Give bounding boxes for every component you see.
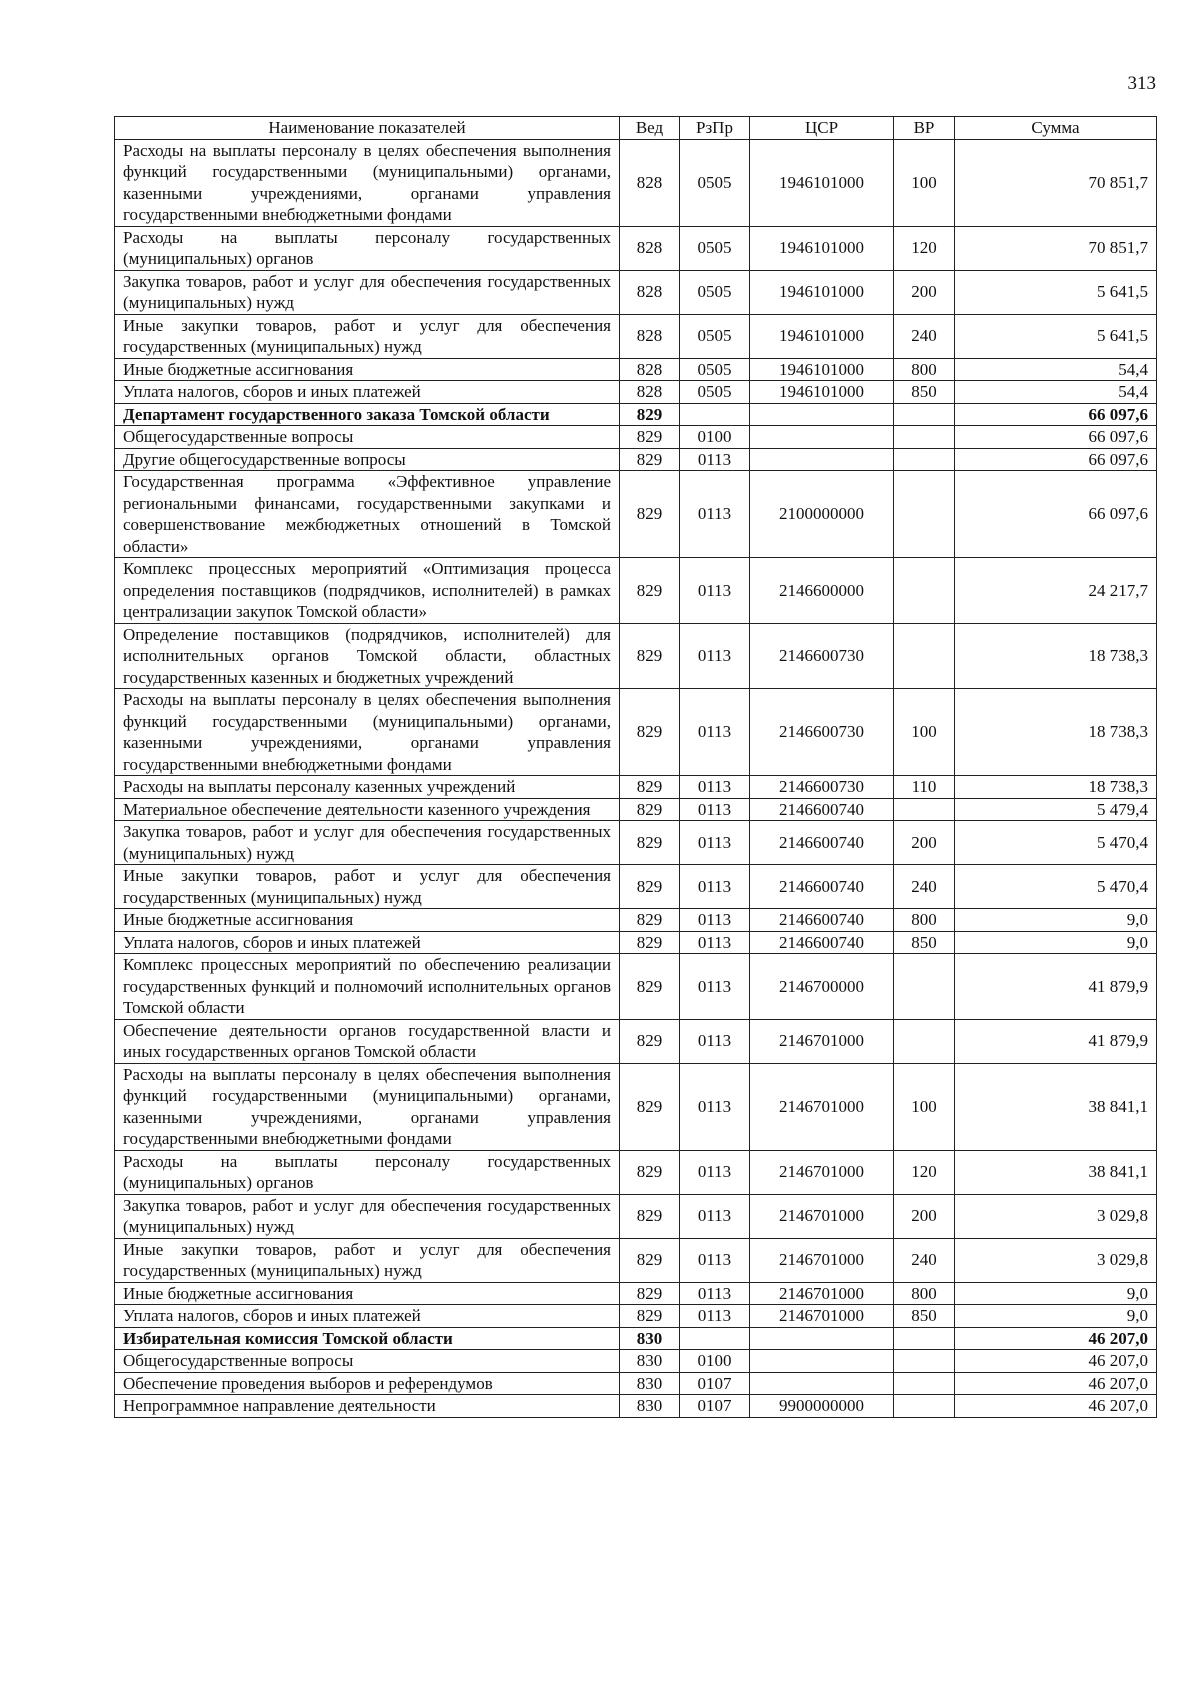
cell-sum: 5 641,5 xyxy=(955,314,1157,358)
cell-sum: 18 738,3 xyxy=(955,689,1157,776)
header-sum: Сумма xyxy=(955,117,1157,140)
cell-name: Иные бюджетные ассигнования xyxy=(115,909,620,932)
cell-ved: 829 xyxy=(620,1063,680,1150)
cell-csr: 2100000000 xyxy=(750,471,894,558)
table-row xyxy=(115,403,1157,426)
cell-rzpr: 0113 xyxy=(680,1238,750,1282)
cell-rzpr: 0113 xyxy=(680,1305,750,1328)
cell-ved: 829 xyxy=(620,954,680,1020)
cell-sum: 5 470,4 xyxy=(955,821,1157,865)
cell-vr xyxy=(894,1395,955,1418)
cell-vr: 850 xyxy=(894,381,955,404)
table-row xyxy=(115,471,1157,558)
cell-name: Уплата налогов, сборов и иных платежей xyxy=(115,381,620,404)
cell-rzpr: 0113 xyxy=(680,1019,750,1063)
table-row xyxy=(115,139,1157,226)
cell-vr: 110 xyxy=(894,776,955,799)
table-row xyxy=(115,909,1157,932)
cell-vr xyxy=(894,403,955,426)
cell-ved: 829 xyxy=(620,471,680,558)
cell-ved: 828 xyxy=(620,226,680,270)
table-row xyxy=(115,1282,1157,1305)
table-row xyxy=(115,954,1157,1020)
header-ved: Вед xyxy=(620,117,680,140)
table-row xyxy=(115,448,1157,471)
cell-ved: 830 xyxy=(620,1327,680,1350)
cell-name: Иные закупки товаров, работ и услуг для обеспечения государственных (муниципальных) нужд xyxy=(115,314,620,358)
cell-rzpr: 0505 xyxy=(680,314,750,358)
cell-name: Расходы на выплаты персоналу государственных (муниципальных) органов xyxy=(115,1150,620,1194)
table-row xyxy=(115,798,1157,821)
table-row xyxy=(115,689,1157,776)
cell-csr: 2146600740 xyxy=(750,798,894,821)
cell-name: Закупка товаров, работ и услуг для обеспечения государственных (муниципальных) нужд xyxy=(115,1194,620,1238)
cell-rzpr: 0505 xyxy=(680,226,750,270)
table-header-row xyxy=(115,117,1157,140)
cell-csr: 2146701000 xyxy=(750,1282,894,1305)
cell-name: Определение поставщиков (подрядчиков, исполнителей) для исполнительных органов Томской области, областных государственных казенных и бюджетных учреждений xyxy=(115,623,620,689)
cell-rzpr: 0505 xyxy=(680,139,750,226)
cell-vr xyxy=(894,471,955,558)
cell-ved: 829 xyxy=(620,689,680,776)
cell-name: Расходы на выплаты персоналу в целях обеспечения выполнения функций государственными (муниципальными) органами, казенными учреждениями, органами управления государственными внебюджетными фондами xyxy=(115,1063,620,1150)
cell-rzpr: 0100 xyxy=(680,1350,750,1373)
cell-csr: 2146600730 xyxy=(750,776,894,799)
cell-vr: 200 xyxy=(894,1194,955,1238)
table-row xyxy=(115,1350,1157,1373)
cell-csr: 2146701000 xyxy=(750,1019,894,1063)
cell-ved: 828 xyxy=(620,381,680,404)
cell-name: Департамент государственного заказа Томской области xyxy=(115,403,620,426)
table-row xyxy=(115,381,1157,404)
cell-vr xyxy=(894,426,955,449)
cell-ved: 829 xyxy=(620,1238,680,1282)
cell-sum: 54,4 xyxy=(955,358,1157,381)
header-csr: ЦСР xyxy=(750,117,894,140)
cell-ved: 828 xyxy=(620,139,680,226)
cell-vr: 800 xyxy=(894,358,955,381)
cell-rzpr: 0113 xyxy=(680,865,750,909)
cell-sum: 70 851,7 xyxy=(955,139,1157,226)
cell-sum: 41 879,9 xyxy=(955,954,1157,1020)
cell-rzpr: 0113 xyxy=(680,821,750,865)
cell-rzpr: 0505 xyxy=(680,270,750,314)
cell-vr xyxy=(894,623,955,689)
cell-ved: 829 xyxy=(620,821,680,865)
cell-ved: 830 xyxy=(620,1395,680,1418)
cell-name: Иные бюджетные ассигнования xyxy=(115,1282,620,1305)
cell-sum: 18 738,3 xyxy=(955,776,1157,799)
cell-csr: 2146701000 xyxy=(750,1238,894,1282)
table-row xyxy=(115,1372,1157,1395)
cell-ved: 829 xyxy=(620,931,680,954)
cell-sum: 24 217,7 xyxy=(955,558,1157,624)
cell-rzpr: 0113 xyxy=(680,931,750,954)
cell-sum: 66 097,6 xyxy=(955,448,1157,471)
cell-rzpr xyxy=(680,1327,750,1350)
cell-rzpr: 0113 xyxy=(680,471,750,558)
cell-rzpr: 0113 xyxy=(680,1282,750,1305)
table-row xyxy=(115,1305,1157,1328)
cell-csr xyxy=(750,1350,894,1373)
cell-sum: 3 029,8 xyxy=(955,1194,1157,1238)
table-row xyxy=(115,1019,1157,1063)
cell-sum: 5 641,5 xyxy=(955,270,1157,314)
cell-vr: 120 xyxy=(894,1150,955,1194)
cell-name: Комплекс процессных мероприятий «Оптимизация процесса определения поставщиков (подрядчиков, исполнителей) в рамках централизации закупок Томской области» xyxy=(115,558,620,624)
header-name: Наименование показателей xyxy=(115,117,620,140)
table-row xyxy=(115,314,1157,358)
cell-ved: 829 xyxy=(620,426,680,449)
cell-ved: 829 xyxy=(620,623,680,689)
table-row xyxy=(115,558,1157,624)
cell-ved: 829 xyxy=(620,1282,680,1305)
cell-vr: 850 xyxy=(894,931,955,954)
cell-csr: 2146600740 xyxy=(750,821,894,865)
cell-ved: 829 xyxy=(620,798,680,821)
table-row xyxy=(115,270,1157,314)
cell-name: Обеспечение проведения выборов и референдумов xyxy=(115,1372,620,1395)
cell-sum: 54,4 xyxy=(955,381,1157,404)
table-row xyxy=(115,1150,1157,1194)
cell-csr: 2146600740 xyxy=(750,865,894,909)
cell-sum: 9,0 xyxy=(955,931,1157,954)
cell-vr: 100 xyxy=(894,139,955,226)
cell-ved: 829 xyxy=(620,403,680,426)
cell-sum: 9,0 xyxy=(955,1282,1157,1305)
cell-ved: 829 xyxy=(620,1305,680,1328)
cell-rzpr: 0113 xyxy=(680,1150,750,1194)
table-row xyxy=(115,865,1157,909)
cell-vr xyxy=(894,798,955,821)
cell-ved: 829 xyxy=(620,1194,680,1238)
cell-name: Расходы на выплаты персоналу в целях обеспечения выполнения функций государственными (муниципальными) органами, казенными учреждениями, органами управления государственными внебюджетными фондами xyxy=(115,689,620,776)
cell-vr: 100 xyxy=(894,689,955,776)
cell-name: Другие общегосударственные вопросы xyxy=(115,448,620,471)
cell-rzpr: 0505 xyxy=(680,358,750,381)
cell-csr: 2146600740 xyxy=(750,909,894,932)
cell-sum: 66 097,6 xyxy=(955,426,1157,449)
table-row xyxy=(115,1238,1157,1282)
cell-vr: 800 xyxy=(894,1282,955,1305)
cell-ved: 829 xyxy=(620,1150,680,1194)
cell-sum: 18 738,3 xyxy=(955,623,1157,689)
cell-ved: 828 xyxy=(620,270,680,314)
cell-sum: 5 470,4 xyxy=(955,865,1157,909)
cell-csr: 1946101000 xyxy=(750,226,894,270)
cell-ved: 829 xyxy=(620,865,680,909)
cell-csr: 1946101000 xyxy=(750,139,894,226)
cell-sum: 3 029,8 xyxy=(955,1238,1157,1282)
table-body xyxy=(115,139,1157,1417)
cell-sum: 41 879,9 xyxy=(955,1019,1157,1063)
cell-vr: 850 xyxy=(894,1305,955,1328)
table-row xyxy=(115,821,1157,865)
cell-csr: 2146701000 xyxy=(750,1063,894,1150)
table-row xyxy=(115,1194,1157,1238)
cell-csr: 2146600000 xyxy=(750,558,894,624)
cell-sum: 46 207,0 xyxy=(955,1350,1157,1373)
cell-vr: 240 xyxy=(894,1238,955,1282)
cell-rzpr: 0100 xyxy=(680,426,750,449)
cell-csr xyxy=(750,403,894,426)
cell-name: Материальное обеспечение деятельности казенного учреждения xyxy=(115,798,620,821)
cell-name: Уплата налогов, сборов и иных платежей xyxy=(115,931,620,954)
cell-name: Комплекс процессных мероприятий по обеспечению реализации государственных функций и полномочий исполнительных органов Томской области xyxy=(115,954,620,1020)
cell-sum: 66 097,6 xyxy=(955,471,1157,558)
cell-sum: 46 207,0 xyxy=(955,1327,1157,1350)
table-row xyxy=(115,1327,1157,1350)
cell-vr xyxy=(894,1327,955,1350)
cell-name: Общегосударственные вопросы xyxy=(115,1350,620,1373)
cell-vr: 120 xyxy=(894,226,955,270)
cell-ved: 829 xyxy=(620,448,680,471)
cell-csr: 2146600730 xyxy=(750,689,894,776)
cell-name: Закупка товаров, работ и услуг для обеспечения государственных (муниципальных) нужд xyxy=(115,821,620,865)
cell-vr: 200 xyxy=(894,821,955,865)
cell-csr: 2146600740 xyxy=(750,931,894,954)
cell-csr: 9900000000 xyxy=(750,1395,894,1418)
cell-vr xyxy=(894,1350,955,1373)
cell-csr xyxy=(750,426,894,449)
cell-name: Государственная программа «Эффективное управление региональными финансами, государственными закупками и совершенствование межбюджетных отношений в Томской области» xyxy=(115,471,620,558)
cell-rzpr: 0113 xyxy=(680,1194,750,1238)
cell-name: Закупка товаров, работ и услуг для обеспечения государственных (муниципальных) нужд xyxy=(115,270,620,314)
cell-vr: 200 xyxy=(894,270,955,314)
cell-rzpr: 0113 xyxy=(680,909,750,932)
cell-csr: 1946101000 xyxy=(750,270,894,314)
cell-name: Обеспечение деятельности органов государственной власти и иных государственных органов Томской области xyxy=(115,1019,620,1063)
cell-name: Избирательная комиссия Томской области xyxy=(115,1327,620,1350)
cell-ved: 830 xyxy=(620,1350,680,1373)
cell-vr xyxy=(894,448,955,471)
table-row xyxy=(115,623,1157,689)
cell-sum: 5 479,4 xyxy=(955,798,1157,821)
cell-name: Иные бюджетные ассигнования xyxy=(115,358,620,381)
cell-rzpr xyxy=(680,403,750,426)
table-row xyxy=(115,1395,1157,1418)
header-vr: ВР xyxy=(894,117,955,140)
cell-rzpr: 0113 xyxy=(680,1063,750,1150)
cell-csr: 2146600730 xyxy=(750,623,894,689)
cell-sum: 9,0 xyxy=(955,1305,1157,1328)
cell-rzpr: 0113 xyxy=(680,448,750,471)
cell-csr: 1946101000 xyxy=(750,314,894,358)
cell-sum: 66 097,6 xyxy=(955,403,1157,426)
budget-table xyxy=(114,116,1157,1418)
cell-name: Иные закупки товаров, работ и услуг для обеспечения государственных (муниципальных) нужд xyxy=(115,865,620,909)
cell-ved: 829 xyxy=(620,776,680,799)
cell-rzpr: 0505 xyxy=(680,381,750,404)
cell-ved: 830 xyxy=(620,1372,680,1395)
cell-sum: 38 841,1 xyxy=(955,1063,1157,1150)
cell-name: Общегосударственные вопросы xyxy=(115,426,620,449)
cell-sum: 46 207,0 xyxy=(955,1372,1157,1395)
cell-rzpr: 0113 xyxy=(680,623,750,689)
cell-vr xyxy=(894,954,955,1020)
cell-sum: 9,0 xyxy=(955,909,1157,932)
cell-csr xyxy=(750,448,894,471)
cell-sum: 38 841,1 xyxy=(955,1150,1157,1194)
cell-csr: 1946101000 xyxy=(750,358,894,381)
page-number: 313 xyxy=(1127,73,1156,94)
cell-vr xyxy=(894,1019,955,1063)
cell-rzpr: 0113 xyxy=(680,798,750,821)
cell-rzpr: 0113 xyxy=(680,689,750,776)
cell-name: Уплата налогов, сборов и иных платежей xyxy=(115,1305,620,1328)
table-row xyxy=(115,1063,1157,1150)
cell-ved: 829 xyxy=(620,909,680,932)
cell-name: Расходы на выплаты персоналу государственных (муниципальных) органов xyxy=(115,226,620,270)
cell-name: Расходы на выплаты персоналу в целях обеспечения выполнения функций государственными (муниципальными) органами, казенными учреждениями, органами управления государственными внебюджетными фондами xyxy=(115,139,620,226)
cell-sum: 70 851,7 xyxy=(955,226,1157,270)
cell-csr xyxy=(750,1327,894,1350)
table-row xyxy=(115,426,1157,449)
cell-csr: 2146700000 xyxy=(750,954,894,1020)
cell-rzpr: 0113 xyxy=(680,954,750,1020)
table-row xyxy=(115,358,1157,381)
cell-csr: 2146701000 xyxy=(750,1150,894,1194)
cell-rzpr: 0107 xyxy=(680,1395,750,1418)
table-row xyxy=(115,226,1157,270)
cell-ved: 829 xyxy=(620,558,680,624)
cell-rzpr: 0113 xyxy=(680,776,750,799)
cell-vr: 240 xyxy=(894,314,955,358)
cell-ved: 829 xyxy=(620,1019,680,1063)
table-row xyxy=(115,776,1157,799)
cell-vr: 240 xyxy=(894,865,955,909)
cell-ved: 828 xyxy=(620,358,680,381)
cell-vr: 800 xyxy=(894,909,955,932)
cell-rzpr: 0107 xyxy=(680,1372,750,1395)
cell-vr xyxy=(894,1372,955,1395)
table-row xyxy=(115,931,1157,954)
cell-sum: 46 207,0 xyxy=(955,1395,1157,1418)
cell-name: Расходы на выплаты персоналу казенных учреждений xyxy=(115,776,620,799)
cell-rzpr: 0113 xyxy=(680,558,750,624)
cell-name: Иные закупки товаров, работ и услуг для обеспечения государственных (муниципальных) нужд xyxy=(115,1238,620,1282)
cell-csr: 2146701000 xyxy=(750,1194,894,1238)
cell-name: Непрограммное направление деятельности xyxy=(115,1395,620,1418)
cell-ved: 828 xyxy=(620,314,680,358)
cell-vr: 100 xyxy=(894,1063,955,1150)
header-rzpr: РзПр xyxy=(680,117,750,140)
cell-csr xyxy=(750,1372,894,1395)
cell-csr: 2146701000 xyxy=(750,1305,894,1328)
cell-vr xyxy=(894,558,955,624)
cell-csr: 1946101000 xyxy=(750,381,894,404)
